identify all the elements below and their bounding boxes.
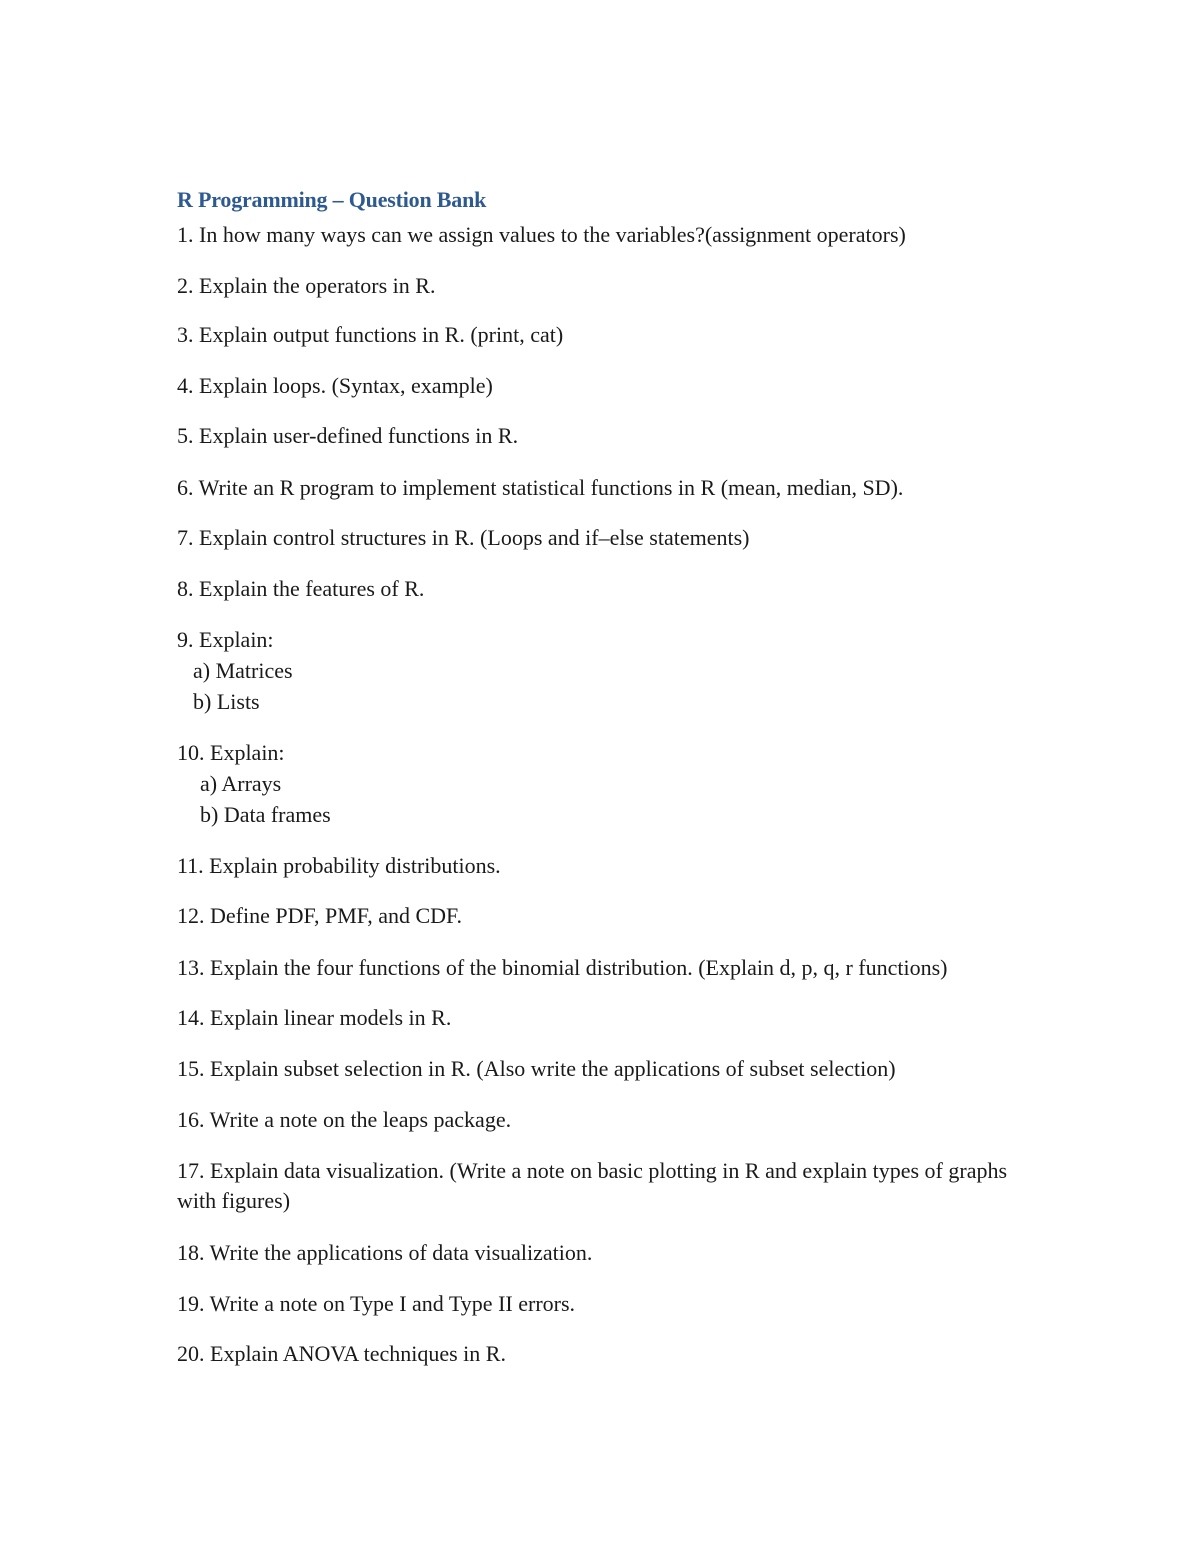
question-9-sub-a: a) Matrices bbox=[193, 658, 293, 683]
question-4: 4. Explain loops. (Syntax, example) bbox=[177, 373, 493, 398]
question-16: 16. Write a note on the leaps package. bbox=[177, 1107, 512, 1132]
question-2: 2. Explain the operators in R. bbox=[177, 273, 436, 298]
question-9: 9. Explain: bbox=[177, 627, 274, 652]
document-title: R Programming – Question Bank bbox=[177, 187, 487, 212]
question-12: 12. Define PDF, PMF, and CDF. bbox=[177, 903, 463, 928]
question-7: 7. Explain control structures in R. (Loops and if–else statements) bbox=[177, 525, 750, 550]
question-13: 13. Explain the four functions of the binomial distribution. (Explain d, p, q, r functions) bbox=[177, 955, 948, 980]
question-17: 17. Explain data visualization. (Write a note on basic plotting in R and explain types of graphs with figures) bbox=[177, 1158, 1008, 1213]
question-11: 11. Explain probability distributions. bbox=[177, 853, 501, 878]
question-10-sub-b: b) Data frames bbox=[200, 802, 331, 827]
question-19: 19. Write a note on Type I and Type II errors. bbox=[177, 1291, 576, 1316]
question-20: 20. Explain ANOVA techniques in R. bbox=[177, 1341, 506, 1366]
question-3: 3. Explain output functions in R. (print, cat) bbox=[177, 322, 564, 347]
question-5: 5. Explain user-defined functions in R. bbox=[177, 423, 519, 448]
question-9-sub-b: b) Lists bbox=[193, 689, 260, 714]
question-1: 1. In how many ways can we assign values to the variables?(assignment operators) bbox=[177, 222, 906, 247]
question-10: 10. Explain: bbox=[177, 740, 285, 765]
question-6: 6. Write an R program to implement statistical functions in R (mean, median, SD). bbox=[177, 475, 904, 500]
question-10-sub-a: a) Arrays bbox=[200, 771, 282, 796]
question-15: 15. Explain subset selection in R. (Also write the applications of subset selection) bbox=[177, 1056, 896, 1081]
question-18: 18. Write the applications of data visualization. bbox=[177, 1240, 593, 1265]
question-8: 8. Explain the features of R. bbox=[177, 576, 425, 601]
question-14: 14. Explain linear models in R. bbox=[177, 1005, 452, 1030]
